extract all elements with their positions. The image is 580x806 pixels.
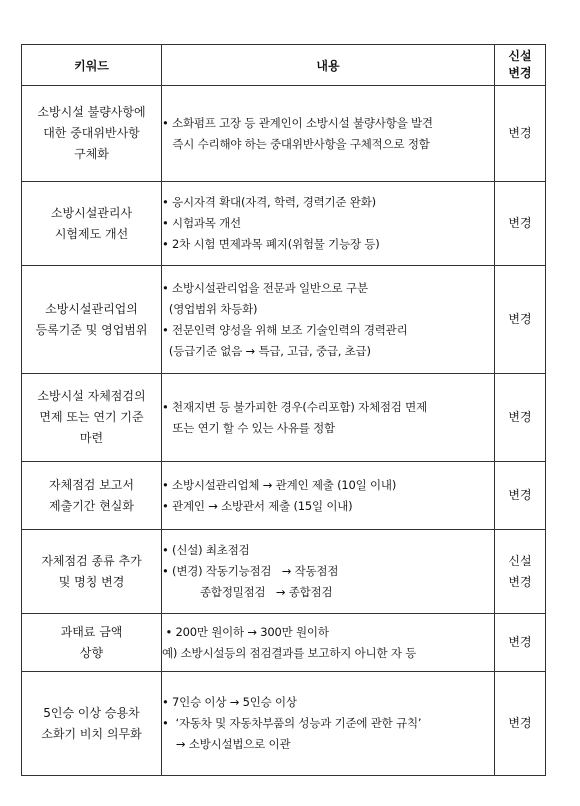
keyword-line: 소방시설관리사 <box>50 205 133 220</box>
row-content <box>162 374 495 462</box>
change-label: 변경 <box>508 410 532 424</box>
row-change-type <box>495 182 546 266</box>
content-line: • 소화펌프 고장 등 관계인이 소방시설 불량사항을 발견 <box>162 115 433 130</box>
keyword-line: 자체점검 종류 추가 <box>41 553 142 568</box>
change-label: 변경 <box>508 216 532 230</box>
row-content <box>162 182 495 266</box>
content-line: • 전문인력 양성을 위해 보조 기술인력의 경력관리 <box>162 322 408 337</box>
header-row <box>22 45 546 86</box>
keyword-line: 소방시설 불량사항에 <box>37 105 146 119</box>
keyword-line: 소방시설관리업의 <box>45 301 138 316</box>
row-content <box>162 86 495 182</box>
row-change-type <box>495 614 546 672</box>
content-line: • ‘자동차 및 자동차부품의 성능과 기준에 관한 규칙’ <box>162 716 422 730</box>
row-change-type <box>495 530 546 614</box>
content-table <box>21 44 546 776</box>
table-row <box>22 266 546 374</box>
row-content <box>162 266 495 374</box>
row-keyword <box>22 374 162 462</box>
table-row <box>22 86 546 182</box>
table-row <box>22 614 546 672</box>
keyword-line: 구체화 <box>74 147 109 161</box>
row-keyword <box>22 86 162 182</box>
header-change-line1: 신설 <box>508 49 532 63</box>
row-content <box>162 614 495 672</box>
keyword-line: 자체점검 보고서 <box>49 477 134 492</box>
keyword-line: 5인승 이상 승용차 <box>43 705 140 720</box>
row-content <box>162 672 495 776</box>
table-row <box>22 530 546 614</box>
change-label: 변경 <box>508 574 532 589</box>
keyword-line: 상향 <box>79 645 104 660</box>
row-change-type <box>495 266 546 374</box>
row-keyword <box>22 462 162 530</box>
change-label: 변경 <box>508 126 532 140</box>
keyword-line: 과태료 금액 <box>60 624 123 639</box>
row-keyword <box>22 530 162 614</box>
content-line: • 시험과목 개선 <box>162 216 241 230</box>
keyword-line: 대한 중대위반사항 <box>43 126 140 140</box>
row-change-type <box>495 462 546 530</box>
keyword-line: 제출기간 현실화 <box>49 498 134 513</box>
header-change <box>495 45 546 86</box>
row-keyword <box>22 672 162 776</box>
content-line: • 2차 시험 면제과목 폐지(위험물 기능장 등) <box>162 237 380 251</box>
change-label: 신설 <box>508 553 532 568</box>
content-line: • 관계인 → 소방관서 제출 (15일 이내) <box>162 498 353 513</box>
change-label: 변경 <box>508 716 532 730</box>
keyword-line: 및 명칭 변경 <box>58 574 125 589</box>
table-row <box>22 374 546 462</box>
content-line: 예) 소방시설등의 점검결과를 보고하지 아니한 자 등 <box>162 645 417 660</box>
header-change-line2: 변경 <box>508 66 532 80</box>
row-content <box>162 530 495 614</box>
header-keyword: 키워드 <box>22 45 162 86</box>
keyword-line: 소방시설 자체점검의 <box>37 389 146 403</box>
table-row <box>22 462 546 530</box>
change-label: 변경 <box>508 635 532 649</box>
content-line: → 소방시설법으로 이관 <box>162 737 291 751</box>
content-line: (등급기준 없음 → 특급, 고급, 중급, 초급) <box>162 343 371 358</box>
content-line: • 200만 원이하 → 300만 원이하 <box>162 624 329 639</box>
keyword-line: 마련 <box>79 431 104 445</box>
keyword-line: 시험제도 개선 <box>54 226 129 241</box>
content-line: 즉시 수리해야 하는 중대위반사항을 구체적으로 정함 <box>162 136 430 151</box>
keyword-line: 등록기준 및 영업범위 <box>35 322 148 337</box>
content-line: • 소방시설관리업체 → 관계인 제출 (10일 이내) <box>162 477 397 492</box>
row-change-type <box>495 86 546 182</box>
row-content <box>162 462 495 530</box>
table-row <box>22 672 546 776</box>
change-label: 변경 <box>508 488 532 502</box>
keyword-line: 소화기 비치 의무화 <box>41 726 142 741</box>
change-label: 변경 <box>508 312 532 326</box>
content-line: 또는 연기 할 수 있는 사유를 정함 <box>162 420 335 435</box>
content-line: • 응시자격 확대(자격, 학력, 경력기준 완화) <box>162 195 376 209</box>
content-line: • (변경) 작동기능점검 → 작동점점 <box>162 564 339 578</box>
row-keyword <box>22 266 162 374</box>
content-line: 종합정밀점검 → 종합점검 <box>162 585 333 599</box>
header-content: 내용 <box>162 45 495 86</box>
row-keyword <box>22 182 162 266</box>
row-change-type <box>495 672 546 776</box>
row-keyword <box>22 614 162 672</box>
content-line: • 소방시설관리업을 전문과 일반으로 구분 <box>162 280 368 295</box>
table-row <box>22 182 546 266</box>
keyword-line: 면제 또는 연기 기준 <box>39 410 144 424</box>
content-line: • (신설) 최초점검 <box>162 543 250 557</box>
content-line: (영업범위 차등화) <box>162 301 258 316</box>
content-line: • 7인승 이상 → 5인승 이상 <box>162 695 297 709</box>
row-change-type <box>495 374 546 462</box>
content-line: • 천재지변 등 불가피한 경우(수리포함) 자체점검 면제 <box>162 399 427 414</box>
